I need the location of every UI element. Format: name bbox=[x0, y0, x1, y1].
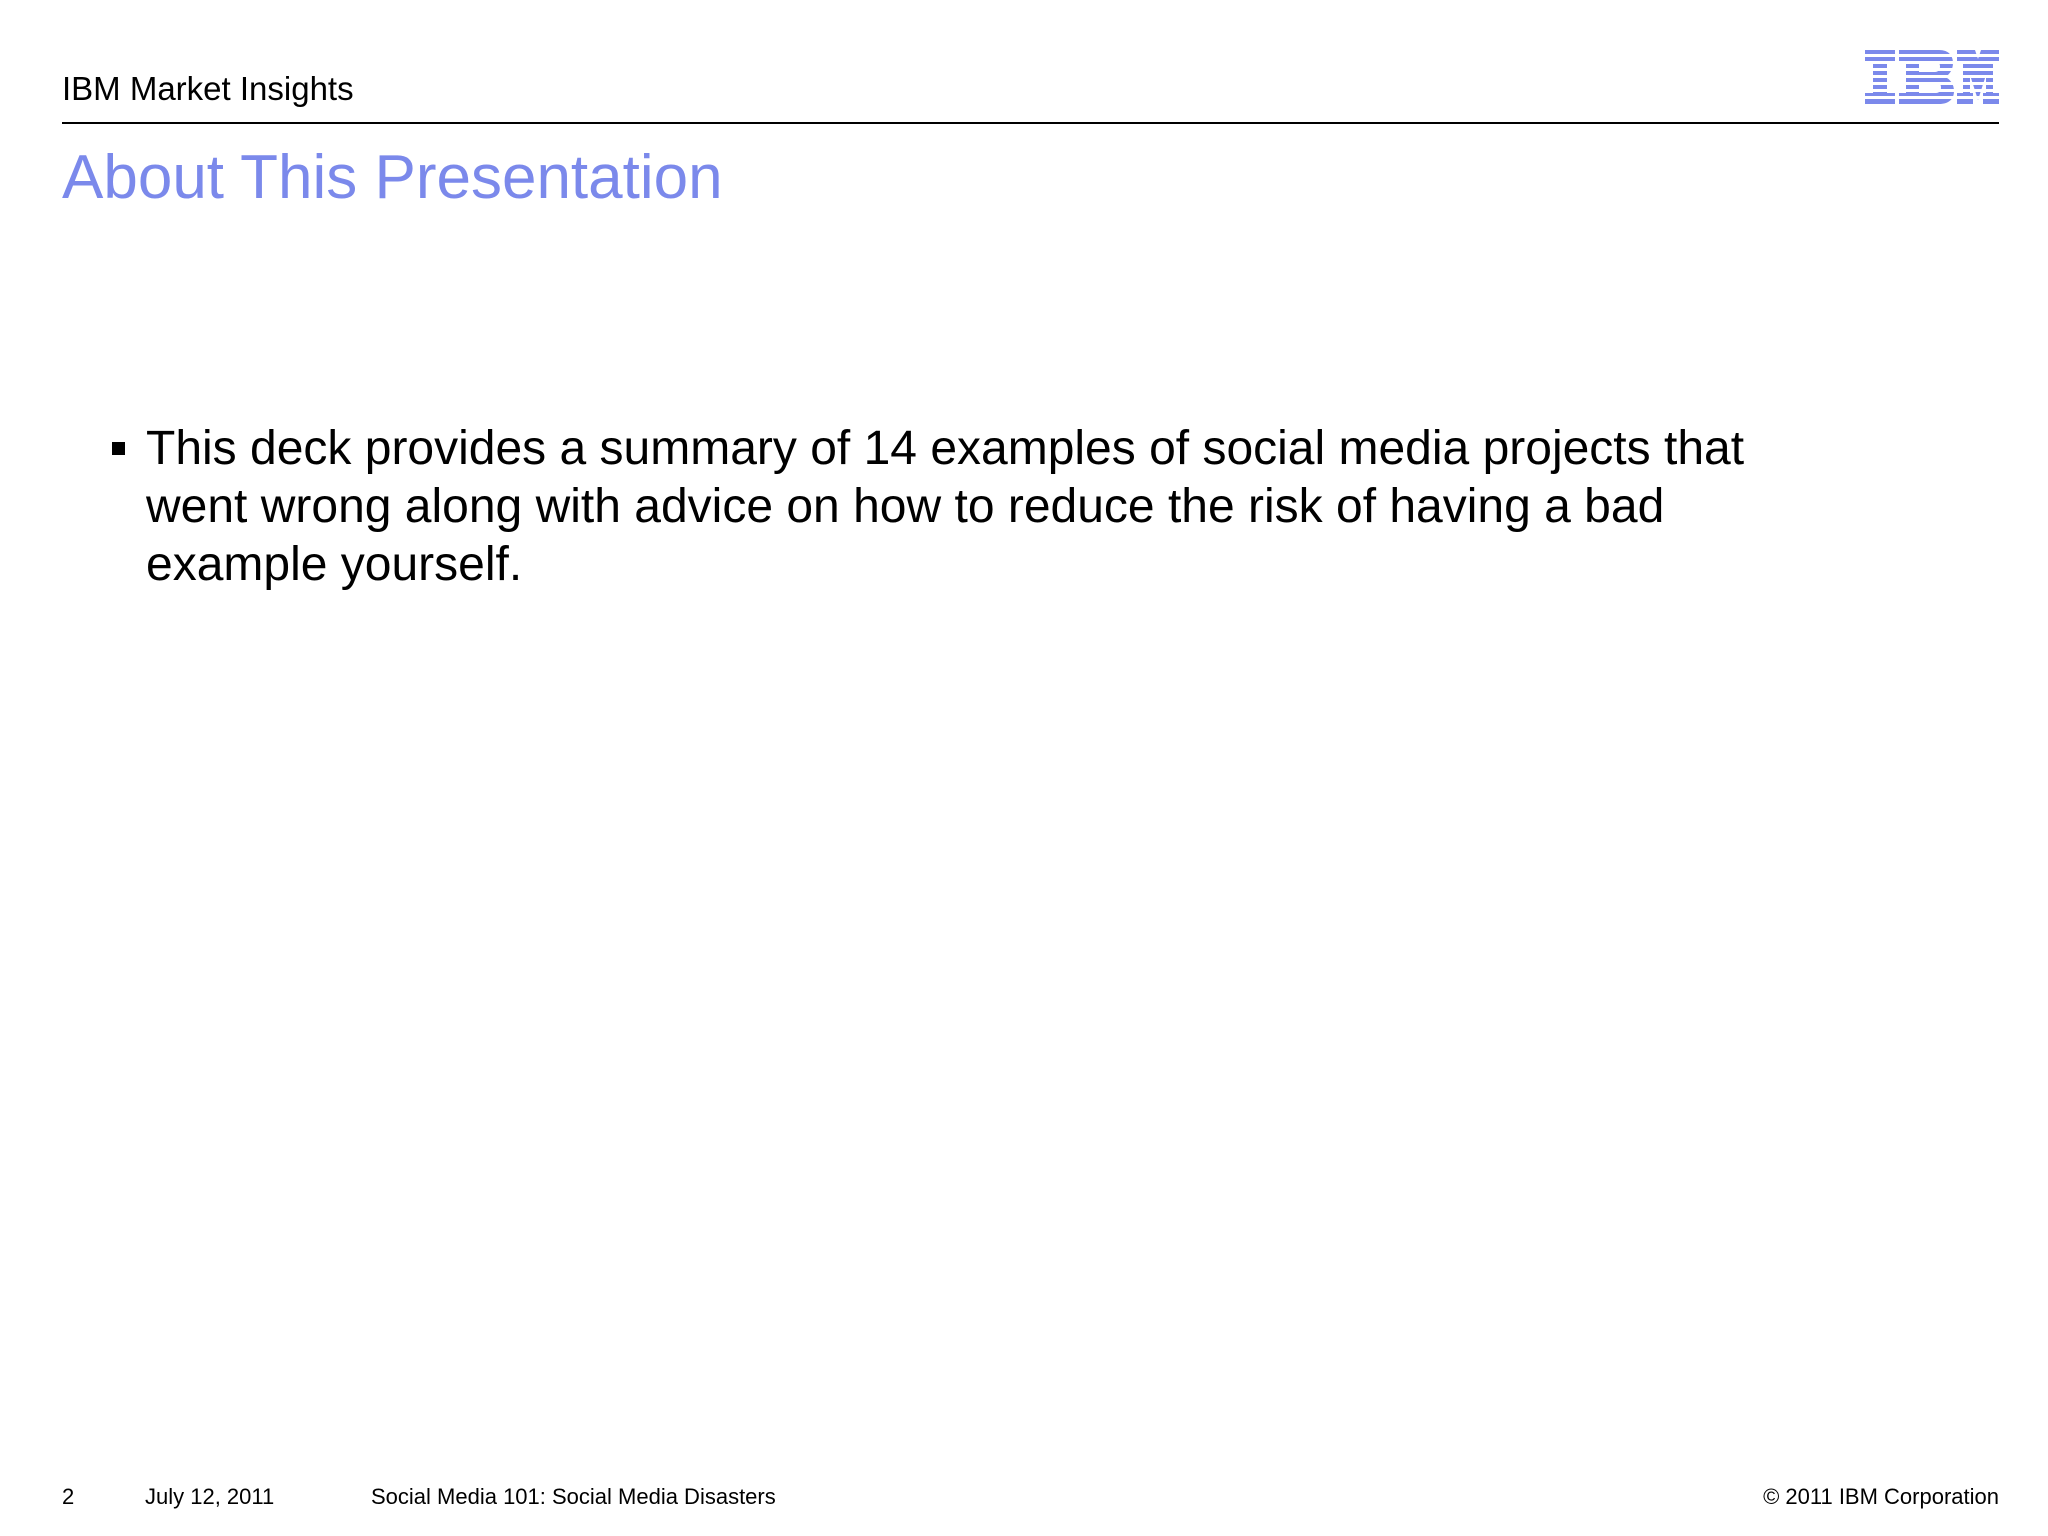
bullet-list bbox=[110, 420, 1750, 594]
bullet-item bbox=[110, 420, 1750, 594]
header-divider bbox=[62, 122, 1999, 124]
header-label: IBM Market Insights bbox=[62, 70, 354, 107]
footer-date: July 12, 2011 bbox=[145, 1484, 275, 1509]
square-bullet-icon bbox=[112, 442, 125, 455]
slide-title: About This Presentation bbox=[62, 143, 723, 212]
ibm-logo-icon bbox=[1865, 50, 1999, 104]
footer-deck-title: Social Media 101: Social Media Disasters bbox=[371, 1484, 776, 1509]
footer-copyright: © 2011 IBM Corporation bbox=[1763, 1484, 1999, 1509]
bullet-text: This deck provides a summary of 14 examples of social media projects that went wrong along with advice on how to reduce the risk of having a bad example yourself. bbox=[146, 422, 1745, 591]
footer-page-number: 2 bbox=[62, 1484, 75, 1509]
